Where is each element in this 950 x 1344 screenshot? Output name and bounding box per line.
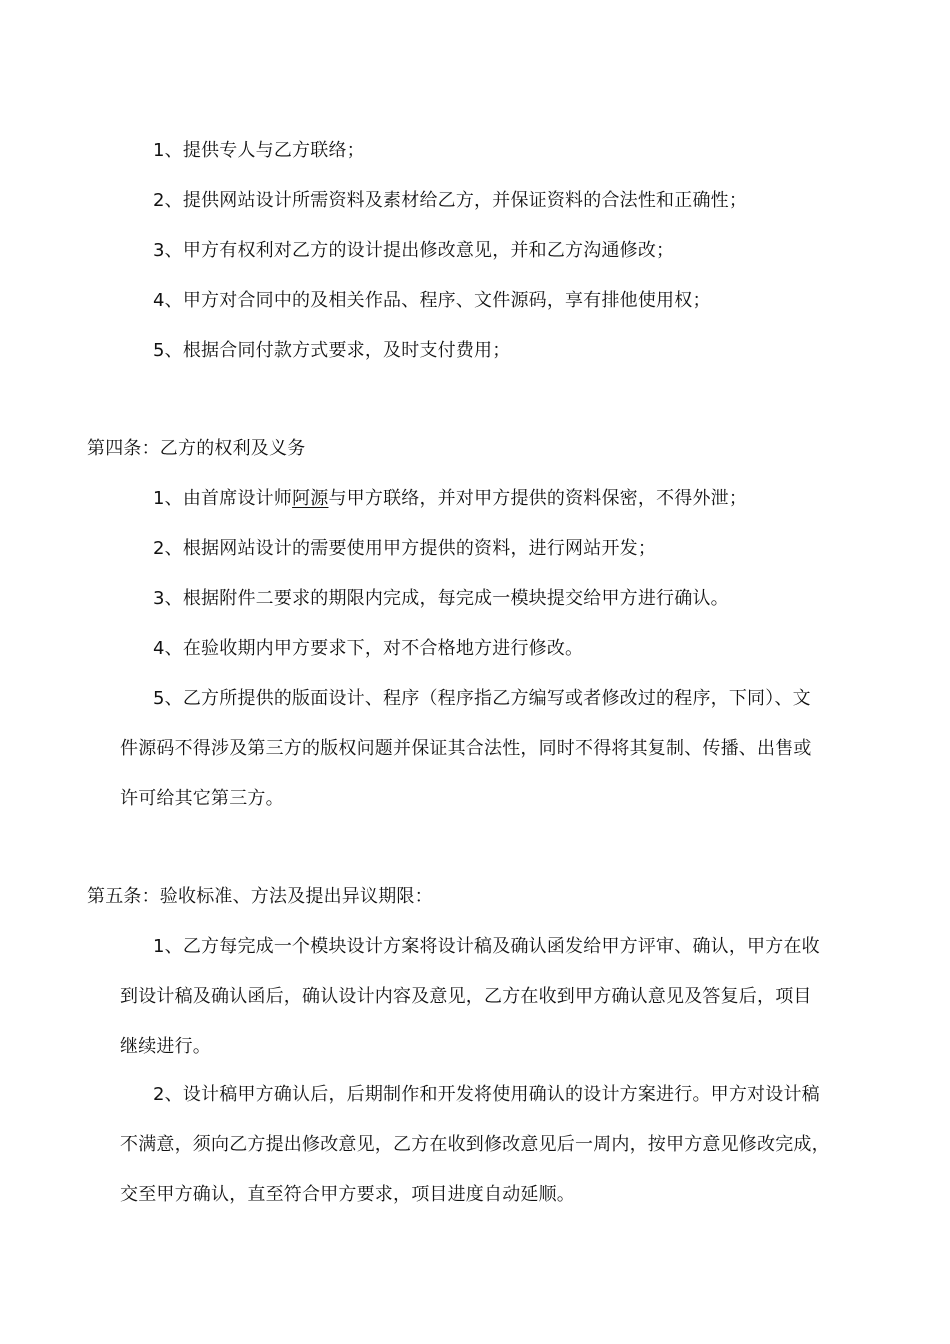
party-a-item-3: 3、甲方有权利对乙方的设计提出修改意见，并和乙方沟通修改； [153,240,675,261]
article-4-item-5-line-2: 件源码不得涉及第三方的版权问题并保证其合法性，同时不得将其复制、传播、出售或 [120,738,812,759]
article-5-item-1-line-1: 1、乙方每完成一个模块设计方案将设计稿及确认函发给甲方评审、确认，甲方在收 [153,936,820,957]
party-a-item-2: 2、提供网站设计所需资料及素材给乙方，并保证资料的合法性和正确性； [153,190,748,211]
article-5-heading: 第五条：验收标准、方法及提出异议期限： [87,886,433,907]
party-a-item-4: 4、甲方对合同中的及相关作品、程序、文件源码，享有排他使用权； [153,290,711,311]
designer-name: 阿源 [292,488,329,509]
article-5-item-2-line-1: 2、设计稿甲方确认后，后期制作和开发将使用确认的设计方案进行。甲方对设计稿 [153,1084,820,1105]
article-4-item-5-line-3: 许可给其它第三方。 [120,788,284,809]
article-4-item-1-suffix: 与甲方联络，并对甲方提供的资料保密，不得外泄； [328,488,748,509]
party-a-item-5: 5、根据合同付款方式要求，及时支付费用； [153,340,511,361]
article-5-item-1-line-3: 继续进行。 [120,1036,211,1057]
article-4-item-2: 2、根据网站设计的需要使用甲方提供的资料，进行网站开发； [153,538,657,559]
article-4-item-1 [153,487,747,511]
article-4-item-4: 4、在验收期内甲方要求下，对不合格地方进行修改。 [153,638,584,659]
article-5-item-2-line-3: 交至甲方确认，直至符合甲方要求，项目进度自动延顺。 [120,1184,575,1205]
article-4-item-5-line-1: 5、乙方所提供的版面设计、程序（程序指乙方编写或者修改过的程序，下同）、文 [153,688,811,709]
article-4-item-3: 3、根据附件二要求的期限内完成，每完成一模块提交给甲方进行确认。 [153,588,729,609]
article-5-item-1-line-2: 到设计稿及确认函后，确认设计内容及意见，乙方在收到甲方确认意见及答复后，项目 [120,986,812,1007]
article-4-item-1-prefix: 1、由首席设计师 [153,488,293,509]
article-4-heading: 第四条：乙方的权利及义务 [87,438,306,459]
party-a-item-1: 1、提供专人与乙方联络； [153,140,365,161]
article-5-item-2-line-2: 不满意，须向乙方提出修改意见，乙方在收到修改意见后一周内，按甲方意见修改完成， [120,1134,830,1155]
